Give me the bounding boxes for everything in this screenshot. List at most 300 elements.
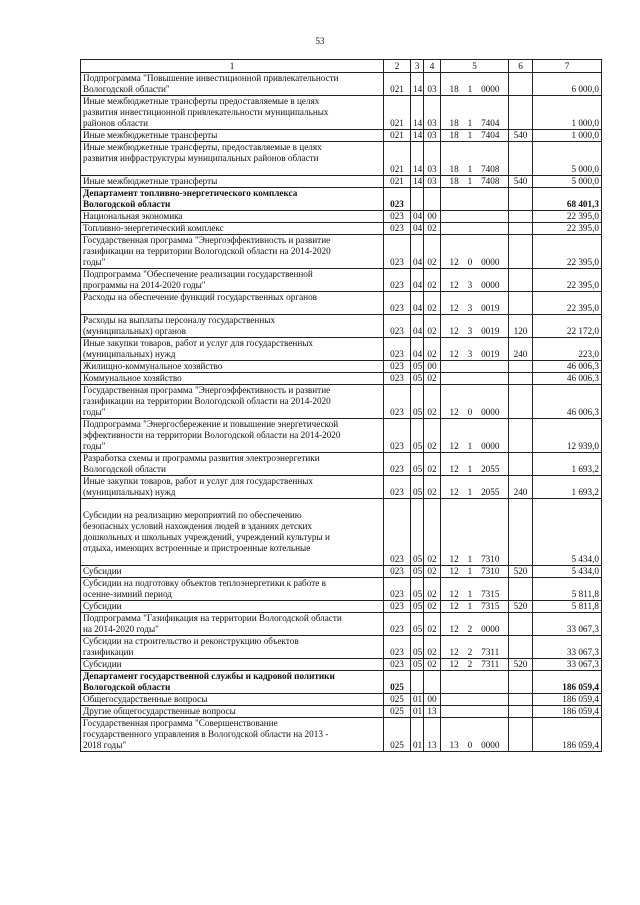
description-line: Разработка схемы и программы развития электроэнергетики: [83, 453, 320, 463]
target-article-code: [441, 338, 509, 361]
section-code: 05: [411, 659, 424, 671]
description-line: годы": [83, 257, 106, 267]
ministry-code: 025: [384, 718, 411, 752]
description-line: районов области: [83, 118, 149, 128]
direction-code: 7310: [481, 554, 500, 564]
ministry-code: 023: [384, 385, 411, 419]
target-article-code: [441, 223, 509, 235]
program-code: 12: [449, 464, 459, 474]
direction-code: 0000: [481, 740, 500, 750]
table-row: [81, 566, 602, 578]
program-code: 12: [449, 349, 459, 359]
target-article-code: [441, 671, 509, 694]
row-description: [81, 211, 384, 223]
description-line: [83, 303, 381, 314]
description-line: Вологодской области": [83, 84, 170, 94]
section-code: [411, 671, 424, 694]
program-code: 12: [449, 441, 459, 451]
description-line: осенне-зимний период: [83, 589, 172, 599]
direction-code: 0019: [481, 326, 500, 336]
program-code: 18: [449, 118, 459, 128]
subprogram-code: 1: [467, 566, 473, 576]
target-article-code: [441, 718, 509, 752]
description-line: Субсидии: [83, 566, 122, 576]
description-line: Национальная экономика: [83, 211, 183, 221]
direction-code: 7311: [481, 659, 500, 669]
table-row: [81, 476, 602, 499]
section-code: 05: [411, 476, 424, 499]
amount: 46 006,3: [533, 385, 602, 419]
expense-type-code: [509, 499, 533, 566]
subsection-code: 02: [424, 292, 441, 315]
col-header-5: 5: [441, 60, 509, 73]
ministry-code: 025: [384, 671, 411, 694]
expense-type-code: 520: [509, 659, 533, 671]
ministry-code: 023: [384, 235, 411, 269]
expense-type-code: [509, 292, 533, 315]
amount: 5 000,0: [533, 142, 602, 176]
target-article-code: [441, 176, 509, 188]
section-code: 01: [411, 694, 424, 706]
amount: 1 000,0: [533, 96, 602, 130]
amount: 5 434,0: [533, 499, 602, 566]
expense-type-code: [509, 211, 533, 223]
expense-type-code: [509, 578, 533, 601]
expense-type-code: 520: [509, 566, 533, 578]
ministry-code: 023: [384, 292, 411, 315]
row-description: [81, 223, 384, 235]
subsection-code: 00: [424, 694, 441, 706]
expense-type-code: 240: [509, 476, 533, 499]
table-row: [81, 419, 602, 453]
description-line: Вологодской области: [83, 464, 166, 474]
description-line: дошкольных и школьных учреждений, учреждений культуры и: [83, 532, 330, 542]
program-code: 13: [449, 740, 459, 750]
row-description: [81, 499, 384, 566]
description-line: Иные межбюджетные трансферты: [83, 130, 218, 140]
program-code: 12: [449, 303, 459, 313]
expense-type-code: 540: [509, 130, 533, 142]
description-line: Субсидии на реализацию мероприятий по обеспечению: [83, 510, 302, 520]
table-row: [81, 292, 602, 315]
direction-code: 7315: [481, 601, 500, 611]
subprogram-code: 2: [467, 647, 473, 657]
direction-code: 7310: [481, 566, 500, 576]
table-row: [81, 636, 602, 659]
row-description: [81, 292, 384, 315]
ministry-code: 021: [384, 73, 411, 96]
table-row: [81, 176, 602, 188]
description-line: Расходы на выплаты персоналу государственных: [83, 315, 276, 325]
expense-type-code: [509, 718, 533, 752]
ministry-code: 023: [384, 223, 411, 235]
target-article-code: [441, 601, 509, 613]
table-row: [81, 499, 602, 566]
amount: 186 059,4: [533, 671, 602, 694]
target-article-code: [441, 566, 509, 578]
section-code: 05: [411, 499, 424, 566]
description-line: Иные межбюджетные трансферты предоставляемые в целях: [83, 96, 320, 106]
description-line: Подпрограмма "Обеспечение реализации государственной: [83, 269, 313, 279]
row-description: [81, 315, 384, 338]
target-article-code: [441, 269, 509, 292]
description-line: [83, 554, 381, 565]
table-row: [81, 315, 602, 338]
section-code: 04: [411, 269, 424, 292]
subsection-code: 03: [424, 130, 441, 142]
row-description: [81, 96, 384, 130]
row-description: [81, 601, 384, 613]
amount: 22 395,0: [533, 292, 602, 315]
description-line: газификации на территории Вологодской области на 2014-2020: [83, 246, 331, 256]
program-code: 18: [449, 130, 459, 140]
table-row: [81, 269, 602, 292]
subsection-code: 13: [424, 706, 441, 718]
subprogram-code: 3: [467, 280, 473, 290]
expense-type-code: [509, 419, 533, 453]
section-code: 14: [411, 96, 424, 130]
expense-type-code: [509, 142, 533, 176]
table-row: [81, 211, 602, 223]
description-line: Иные закупки товаров, работ и услуг для государственных: [83, 338, 314, 348]
expense-type-code: [509, 636, 533, 659]
description-line: Департамент государственной службы и кадровой политики: [83, 671, 335, 681]
target-article-code: [441, 142, 509, 176]
program-code: 12: [449, 257, 459, 267]
subprogram-code: 1: [467, 164, 473, 174]
subsection-code: 03: [424, 96, 441, 130]
amount: 5 000,0: [533, 176, 602, 188]
subsection-code: 02: [424, 373, 441, 385]
description-line: [83, 499, 381, 510]
description-line: Иные межбюджетные трансферты, предоставляемые в целях: [83, 142, 322, 152]
amount: 186 059,4: [533, 694, 602, 706]
amount: 5 811,8: [533, 578, 602, 601]
ministry-code: 023: [384, 419, 411, 453]
section-code: 04: [411, 315, 424, 338]
col-header-2: 2: [384, 60, 411, 73]
row-description: [81, 419, 384, 453]
section-code: 14: [411, 130, 424, 142]
subsection-code: 02: [424, 659, 441, 671]
ministry-code: 023: [384, 361, 411, 373]
target-article-code: [441, 130, 509, 142]
amount: 22 395,0: [533, 211, 602, 223]
direction-code: 0000: [481, 280, 500, 290]
ministry-code: 023: [384, 188, 411, 211]
ministry-code: 023: [384, 601, 411, 613]
subsection-code: 03: [424, 176, 441, 188]
table-row: [81, 601, 602, 613]
amount: 186 059,4: [533, 718, 602, 752]
subsection-code: 02: [424, 338, 441, 361]
direction-code: 7408: [481, 164, 500, 174]
col-header-3: 3: [411, 60, 424, 73]
table-row: [81, 613, 602, 636]
description-line: Другие общегосударственные вопросы: [83, 706, 236, 716]
description-line: годы": [83, 407, 106, 417]
section-code: 05: [411, 373, 424, 385]
program-code: 12: [449, 280, 459, 290]
description-line: 2018 годы": [83, 740, 127, 750]
table-row: [81, 130, 602, 142]
direction-code: 7404: [481, 118, 500, 128]
row-description: [81, 235, 384, 269]
direction-code: 0019: [481, 303, 500, 313]
table-row: [81, 578, 602, 601]
description-line: безопасных условий нахождения людей в зданиях детских: [83, 521, 313, 531]
row-description: [81, 476, 384, 499]
direction-code: 0019: [481, 349, 500, 359]
target-article-code: [441, 96, 509, 130]
section-code: 05: [411, 566, 424, 578]
table-row: [81, 96, 602, 130]
amount: 6 000,0: [533, 73, 602, 96]
description-line: Подпрограмма "Энергосбережение и повышение энергетической: [83, 419, 339, 429]
row-description: [81, 613, 384, 636]
section-code: 14: [411, 176, 424, 188]
row-description: [81, 671, 384, 694]
subsection-code: 13: [424, 718, 441, 752]
ministry-code: 023: [384, 476, 411, 499]
col-header-6: 6: [509, 60, 533, 73]
section-code: 01: [411, 706, 424, 718]
expense-type-code: 540: [509, 176, 533, 188]
table-row: [81, 338, 602, 361]
table-row: [81, 188, 602, 211]
description-line: Подпрограмма "Повышение инвестиционной привлекательности: [83, 73, 339, 83]
program-code: 12: [449, 487, 459, 497]
target-article-code: [441, 476, 509, 499]
description-line: Подпрограмма "Газификация на территории Вологодской области: [83, 613, 342, 623]
section-code: 05: [411, 613, 424, 636]
subsection-code: 00: [424, 361, 441, 373]
section-code: 05: [411, 636, 424, 659]
row-description: [81, 188, 384, 211]
description-line: Субсидии: [83, 601, 122, 611]
target-article-code: [441, 694, 509, 706]
expense-type-code: [509, 269, 533, 292]
expense-type-code: [509, 235, 533, 269]
subprogram-code: 1: [467, 176, 473, 186]
row-description: [81, 566, 384, 578]
ministry-code: 023: [384, 373, 411, 385]
section-code: 05: [411, 453, 424, 476]
page-number: 53: [315, 36, 325, 46]
ministry-code: 023: [384, 315, 411, 338]
section-code: 05: [411, 385, 424, 419]
ministry-code: 023: [384, 636, 411, 659]
amount: 1 000,0: [533, 130, 602, 142]
description-line: эффективности на территории Вологодской области на 2014-2020: [83, 430, 341, 440]
table-row: [81, 659, 602, 671]
amount: 22 172,0: [533, 315, 602, 338]
column-number-row: [81, 60, 602, 73]
subsection-code: 02: [424, 578, 441, 601]
program-code: 12: [449, 601, 459, 611]
program-code: 18: [449, 84, 459, 94]
direction-code: 7408: [481, 176, 500, 186]
ministry-code: 021: [384, 176, 411, 188]
expense-type-code: [509, 96, 533, 130]
section-code: 05: [411, 419, 424, 453]
description-line: на 2014-2020 годы": [83, 624, 159, 634]
subsection-code: 02: [424, 269, 441, 292]
description-line: Вологодской области: [83, 682, 171, 692]
description-line: программы на 2014-2020 годы": [83, 280, 206, 290]
program-code: 12: [449, 326, 459, 336]
description-line: (муниципальных) нужд: [83, 487, 176, 497]
description-line: [83, 164, 381, 175]
description-line: Субсидии: [83, 659, 122, 669]
row-description: [81, 73, 384, 96]
row-description: [81, 636, 384, 659]
description-line: Субсидии на подготовку объектов теплоэнергетики к работе в: [83, 578, 326, 588]
section-code: 04: [411, 223, 424, 235]
section-code: 04: [411, 235, 424, 269]
ministry-code: 023: [384, 578, 411, 601]
subsection-code: 02: [424, 453, 441, 476]
direction-code: 0000: [481, 84, 500, 94]
row-description: [81, 706, 384, 718]
table-row: [81, 385, 602, 419]
subsection-code: [424, 671, 441, 694]
table-row: [81, 671, 602, 694]
description-line: Вологодской области: [83, 199, 171, 209]
row-description: [81, 338, 384, 361]
table-row: [81, 694, 602, 706]
description-line: развития инфраструктуры муниципальных районов области: [83, 153, 319, 163]
row-description: [81, 453, 384, 476]
ministry-code: 023: [384, 499, 411, 566]
target-article-code: [441, 659, 509, 671]
table-row: [81, 223, 602, 235]
table-row: [81, 718, 602, 752]
program-code: 12: [449, 589, 459, 599]
direction-code: 7404: [481, 130, 500, 140]
ministry-code: 021: [384, 130, 411, 142]
description-line: газификации на территории Вологодской области на 2014-2020: [83, 396, 331, 406]
description-line: Государственная программа "Энергоэффективность и развитие: [83, 235, 331, 245]
description-line: Государственная программа "Совершенствование: [83, 718, 278, 728]
table-row: [81, 142, 602, 176]
description-line: годы": [83, 441, 106, 451]
amount: 1 693,2: [533, 453, 602, 476]
section-code: 05: [411, 361, 424, 373]
subprogram-code: 1: [467, 84, 473, 94]
expense-type-code: [509, 188, 533, 211]
expense-type-code: [509, 671, 533, 694]
amount: 22 395,0: [533, 269, 602, 292]
subprogram-code: 2: [467, 659, 473, 669]
section-code: [411, 188, 424, 211]
row-description: [81, 142, 384, 176]
direction-code: 0000: [481, 441, 500, 451]
program-code: 12: [449, 647, 459, 657]
description-line: Топливно-энергетический комплекс: [83, 223, 224, 233]
subsection-code: 03: [424, 142, 441, 176]
section-code: 04: [411, 211, 424, 223]
subprogram-code: 1: [467, 130, 473, 140]
amount: 22 395,0: [533, 235, 602, 269]
program-code: 12: [449, 566, 459, 576]
target-article-code: [441, 499, 509, 566]
description-line: Жилищно-коммунальное хозяйство: [83, 361, 223, 371]
subsection-code: 02: [424, 235, 441, 269]
subsection-code: 02: [424, 636, 441, 659]
subsection-code: 02: [424, 223, 441, 235]
amount: 186 059,4: [533, 706, 602, 718]
expense-type-code: [509, 373, 533, 385]
subsection-code: 02: [424, 315, 441, 338]
ministry-code: 025: [384, 694, 411, 706]
subprogram-code: 0: [467, 740, 473, 750]
ministry-code: 023: [384, 659, 411, 671]
row-description: [81, 659, 384, 671]
expense-type-code: 520: [509, 601, 533, 613]
subprogram-code: 2: [467, 624, 473, 634]
direction-code: 2055: [481, 464, 500, 474]
ministry-code: 023: [384, 269, 411, 292]
target-article-code: [441, 419, 509, 453]
section-code: 14: [411, 73, 424, 96]
ministry-code: 025: [384, 706, 411, 718]
expense-type-code: [509, 453, 533, 476]
target-article-code: [441, 453, 509, 476]
program-code: 12: [449, 659, 459, 669]
target-article-code: [441, 211, 509, 223]
ministry-code: 023: [384, 566, 411, 578]
expense-type-code: [509, 361, 533, 373]
subprogram-code: 3: [467, 303, 473, 313]
expense-type-code: 120: [509, 315, 533, 338]
amount: 12 939,0: [533, 419, 602, 453]
ministry-code: 023: [384, 211, 411, 223]
target-article-code: [441, 385, 509, 419]
amount: 5 811,8: [533, 601, 602, 613]
description-line: (муниципальных) нужд: [83, 349, 176, 359]
col-header-1: 1: [81, 60, 384, 73]
subsection-code: 00: [424, 211, 441, 223]
target-article-code: [441, 292, 509, 315]
program-code: 18: [449, 164, 459, 174]
table-row: [81, 453, 602, 476]
table-row: [81, 235, 602, 269]
table-row: [81, 73, 602, 96]
subprogram-code: 1: [467, 118, 473, 128]
section-code: 04: [411, 292, 424, 315]
section-code: 05: [411, 601, 424, 613]
section-code: 05: [411, 578, 424, 601]
target-article-code: [441, 578, 509, 601]
target-article-code: [441, 361, 509, 373]
amount: 5 434,0: [533, 566, 602, 578]
row-description: [81, 373, 384, 385]
col-header-4: 4: [424, 60, 441, 73]
subsection-code: 02: [424, 476, 441, 499]
ministry-code: 023: [384, 453, 411, 476]
description-line: государственного управления в Вологодской области на 2013 -: [83, 729, 329, 739]
subprogram-code: 1: [467, 589, 473, 599]
section-code: 14: [411, 142, 424, 176]
subprogram-code: 1: [467, 441, 473, 451]
ministry-code: 023: [384, 338, 411, 361]
ministry-code: 021: [384, 96, 411, 130]
target-article-code: [441, 188, 509, 211]
amount: 22 395,0: [533, 223, 602, 235]
subprogram-code: 3: [467, 349, 473, 359]
table-row: [81, 373, 602, 385]
